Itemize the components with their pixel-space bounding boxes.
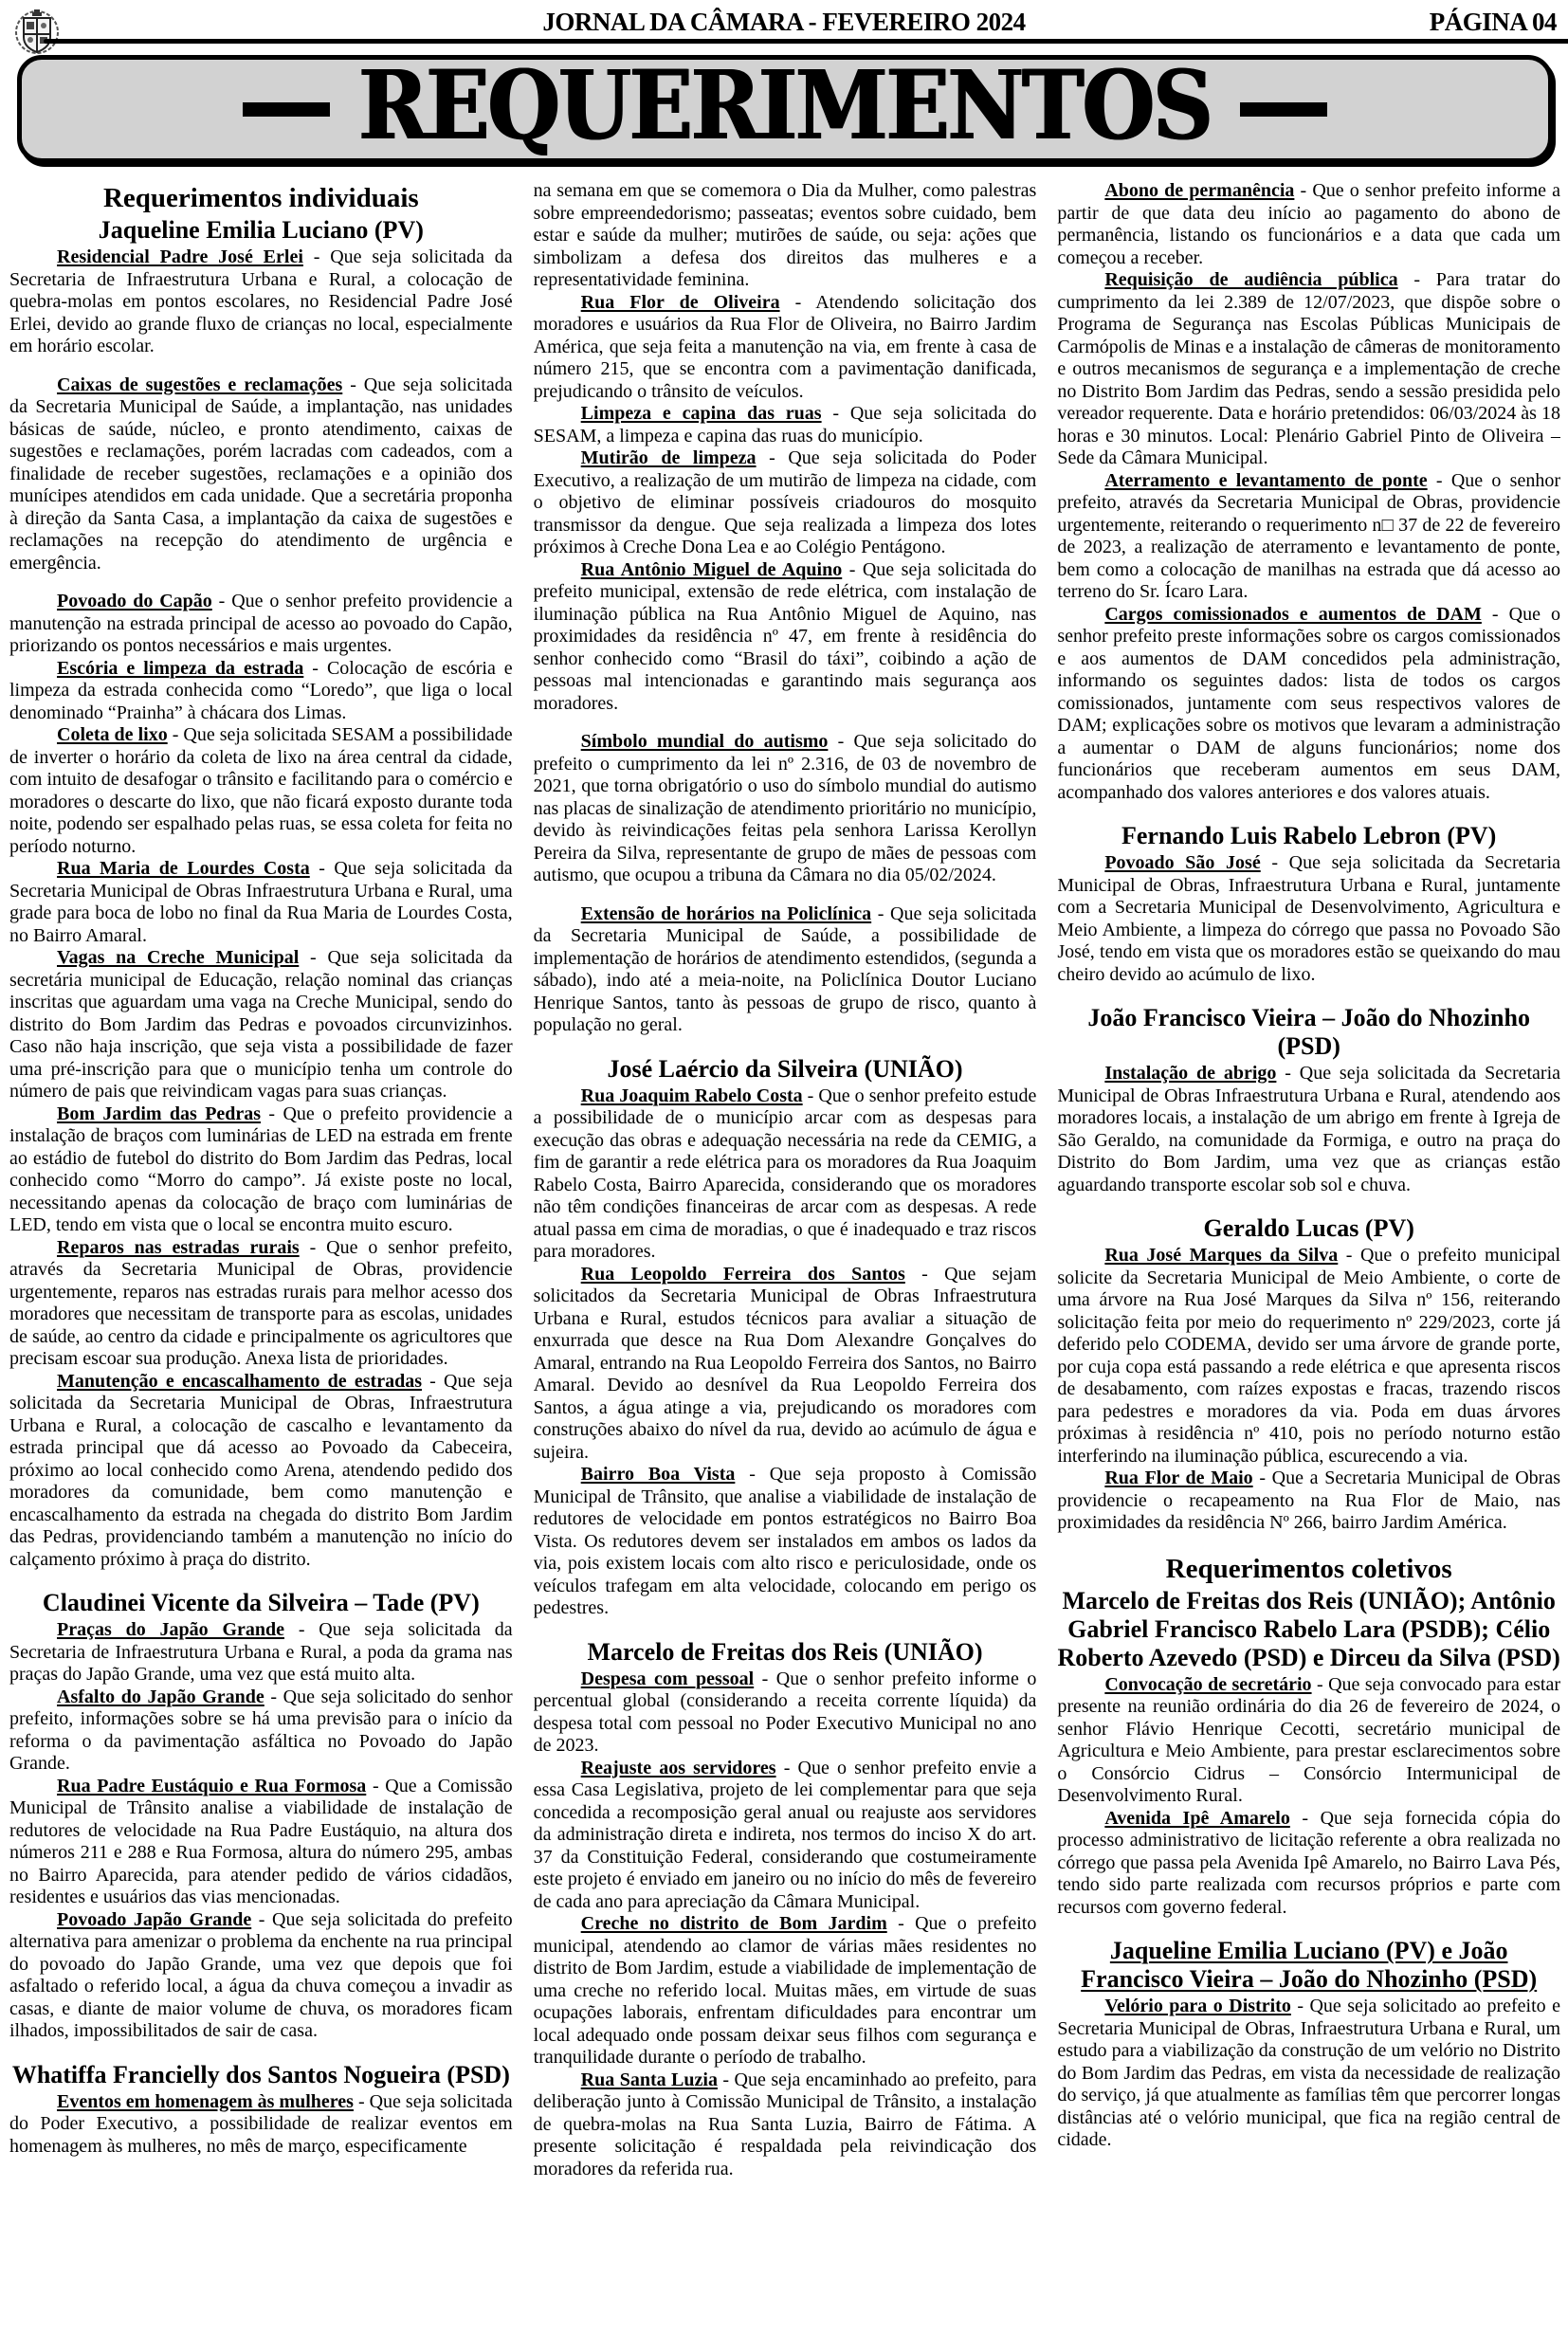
requirement-title: Símbolo mundial do autismo <box>580 731 829 752</box>
author-heading: José Laércio da Silveira (UNIÃO) <box>607 1054 963 1083</box>
banner-title: REQUERIMENTOS <box>358 48 1212 161</box>
requirement-paragraph: Reajuste aos servidores - Que o senhor prefeito envie a essa Casa Legislativa, projeto de lei complementar para que seja concedida a recomposição geral anual ou reajuste aos servidores da administração direta e indireta, nos termos do inciso X do art. 37 da Constituição Federal, considerando que costumeiramente este projeto é enviado em janeiro ou no início do mês de fevereiro de cada ano para apreciação da Câmara Municipal. <box>533 1757 1037 1912</box>
author-heading: Claudinei Vicente da Silveira – Tade (PV) <box>42 1589 480 1616</box>
requirement-paragraph: Praças do Japão Grande - Que seja solicitada da Secretaria de Infraestrutura Urbana e Rural, a poda da grama nas praças do Japão Grande, uma vez que está muito alta. <box>9 1619 513 1685</box>
page-number: PÁGINA 04 <box>1429 8 1557 36</box>
paragraph-gap <box>9 358 513 374</box>
requirement-paragraph: Rua Leopoldo Ferreira dos Santos - Que sejam solicitados da Secretaria Municipal de Obras Infraestrutura Urbana e Rural, estudos técnicos para avaliar a situação de enxurrada que desce na Rua Dom Alexandre Gonçalves do Amaral, entrando na Rua Leopoldo Ferreira dos Santos, no Bairro Amaral. Devido ao desnível da Rua Leopoldo Ferreira dos Santos, a água atinge a via, prejudicando os moradores com construções abaixo do nível da rua, devido ao acúmulo de água e sujeira. <box>533 1263 1037 1463</box>
paragraph-gap <box>1057 986 1560 1002</box>
requirement-paragraph: Instalação de abrigo - Que seja solicitada da Secretaria Municipal de Obras Infraestrutura Urbana e Rural, atendendo aos moradores locais, a instalação de um abrigo em frente à Igreja de São Geraldo, na comunidade da Formiga, e outro na praça do Distrito do Bom Jardim, uma vez que as crianças estão aguardando transporte escolar sob sol e chuva. <box>1057 1063 1560 1195</box>
paragraph-gap <box>1057 1535 1560 1551</box>
requirement-title: Cargos comissionados e aumentos de DAM <box>1104 603 1482 625</box>
author-heading: Jaqueline Emilia Luciano (PV) <box>98 216 424 244</box>
requirement-paragraph: Asfalto do Japão Grande - Que seja solicitado do senhor prefeito, informações sobre se há uma previsão para o início da reforma o da pavimentação asfáltica no Povoado do Japão Grande. <box>9 1686 513 1774</box>
requerimentos-banner <box>17 48 1553 163</box>
requirement-title: Asfalto do Japão Grande <box>57 1686 264 1707</box>
requirement-title: Extensão de horários na Policlínica <box>580 903 872 924</box>
requirement-title: Eventos em homenagem às mulheres <box>57 2090 354 2112</box>
requirement-paragraph: Símbolo mundial do autismo - Que seja solicitado do prefeito o cumprimento da lei nº 2.316, de 03 de novembro de 2021, que torna obrigatório o uso do símbolo mundial do autismo nas placas de sinalização de atendimento prioritário no município, devido às reivindicações feitas pela senhora Larissa Kerollyn Pereira da Silva, representante de grupo de mães de pessoas com autismo, que ocupou a tribuna da Câmara no dia 05/02/2024. <box>533 731 1037 885</box>
author-heading: Geraldo Lucas (PV) <box>1203 1214 1414 1242</box>
requirement-paragraph: Caixas de sugestões e reclamações - Que seja solicitada da Secretaria Municipal de Saúde, a implantação, nas unidades básicas de saúde, núcleo, e pronto atendimento, caixas de sugestões e reclamações, porém lacradas com cadeados, com a finalidade de receber sugestões, reclamações e a opinião dos munícipes atendidos em cada unidade. Que a secretária proponha à direção da Santa Casa, a implantação da caixa de sugestões e reclamações na recepção do atendimento de urgência e emergência. <box>9 374 513 574</box>
newspaper-title: JORNAL DA CÂMARA - FEVEREIRO 2024 <box>542 8 1026 36</box>
paragraph-gap <box>534 1037 1037 1053</box>
requirement-paragraph: Povoado do Capão - Que o senhor prefeito providencie a manutenção na estrada principal de acesso ao povoado do Capão, priorizando os pontos necessários e mais urgentes. <box>9 591 513 656</box>
author-heading: Jaqueline Emilia Luciano (PV) e João Francisco Vieira – João do Nhozinho (PSD) <box>1081 1937 1538 1993</box>
banner-dash-right-icon <box>1240 102 1327 117</box>
paragraph-gap <box>9 2043 513 2059</box>
requirement-paragraph: Bom Jardim das Pedras - Que o prefeito providencie a instalação de braços com luminárias de LED na estrada em frente ao estádio de futebol do distrito do Bom Jardim das Pedras, local conhecido como “Morro do campo”. Já existe poste no local, necessitando apenas da colocação de braço com luminárias de LED, tendo em vista que o local se encontra muito escuro. <box>9 1103 513 1235</box>
requirement-title: Instalação de abrigo <box>1104 1063 1277 1084</box>
requirement-paragraph: Limpeza e capina das ruas - Que seja solicitada do SESAM, a limpeza e capina das ruas do município. <box>533 403 1037 447</box>
requirement-title: Reparos nas estradas rurais <box>57 1236 300 1258</box>
requirement-title: Rua Joaquim Rabelo Costa <box>580 1085 803 1106</box>
requirement-paragraph: Povoado Japão Grande - Que seja solicitada do prefeito alternativa para amenizar o problema da enchente na rua principal do povoado do Japão Grande, uma vez que depois que foi asfaltado o referido local, a água da chuva começou a invadir as casas, e diante de maior volume de chuva, os moradores ficam ilhados, impossibilitados de sair de casa. <box>9 1908 513 2041</box>
author-heading: Whatiffa Francielly dos Santos Nogueira (PSD) <box>11 2060 510 2088</box>
paragraph-gap <box>534 887 1037 903</box>
requirement-title: Povoado São José <box>1104 852 1261 873</box>
requirement-title: Coleta de lixo <box>57 724 168 745</box>
requirement-title: Praças do Japão Grande <box>57 1619 284 1640</box>
requirement-title: Povoado Japão Grande <box>57 1908 252 1930</box>
section-heading: Requerimentos coletivos <box>1165 1553 1452 1584</box>
requirement-paragraph: Aterramento e levantamento de ponte - Que o senhor prefeito, através da Secretaria Municipal de Obras, providencie urgentemente, reiterando o requerimento n□ 37 de 22 de fevereiro de 2023, a realização de aterramento e levantamento de ponte, bem como a colocação de manilhas na estrada que dá acesso ao terreno do Sr. Ícaro Lara. <box>1057 469 1560 602</box>
section-heading: Requerimentos individuais <box>102 183 419 213</box>
requirement-paragraph: Rua Joaquim Rabelo Costa - Que o senhor prefeito estude a possibilidade de o município arcar com as despesas para execução das obras e adequação necessária na rede da CEMIG, a fim de garantir a rede elétrica para os moradores da Rua Joaquim Rabelo Costa, Bairro Aparecida, considerando que os moradores não têm condições financeiras de arcar com as despesas. A rede atual passa em cima de moradias, o que é inadequado e traz riscos para moradores. <box>533 1085 1037 1262</box>
paragraph-gap <box>9 574 513 591</box>
requirement-title: Aterramento e levantamento de ponte <box>1104 469 1428 491</box>
column-3 <box>1057 180 1560 2348</box>
requirement-paragraph: Residencial Padre José Erlei - Que seja solicitada da Secretaria de Infraestrutura Urbana e Rural, a colocação de quebra-molas em pontos escolares, no Residencial Padre José Erlei, devido ao grande fluxo de crianças no local, especialmente em horário escolar. <box>9 246 513 356</box>
requirement-title: Caixas de sugestões e reclamações <box>57 374 343 395</box>
requirement-paragraph: Povoado São José - Que seja solicitada da Secretaria Municipal de Obras, Infraestrutura Urbana e Rural, juntamente com a Secretaria Municipal de Desenvolvimento, Agricultura e Meio Ambiente, a limpeza do córrego que passa no Povoado São José, tendo em vista que os moradores estão se queixando do mau cheiro devido ao acúmulo de lixo. <box>1057 852 1560 985</box>
requirement-title: Despesa com pessoal <box>580 1668 755 1689</box>
requirement-title: Rua Santa Luzia <box>580 2069 718 2090</box>
requirement-title: Rua Maria de Lourdes Costa <box>57 858 310 879</box>
requirement-paragraph: Rua Padre Eustáquio e Rua Formosa - Que a Comissão Municipal de Trânsito analise a viabilidade de instalação de redutores de velocidade na Rua Padre Eustáquio, na altura dos números 211 e 288 e Rua Formosa, altura do número 295, ambas no Bairro Aparecida, para atender pedido de vários cidadãos, residentes e usuários das vias mencionadas. <box>9 1775 513 1907</box>
column-1 <box>9 180 513 2348</box>
banner-dash-left-icon <box>243 102 330 117</box>
requirement-title: Rua Leopoldo Ferreira dos Santos <box>580 1263 905 1285</box>
requirement-paragraph: Extensão de horários na Policlínica - Que seja solicitada da Secretaria Municipal de Saúde, a possibilidade de implementação de horários de atendimento estendidos, (segunda a sábado), indo até a meia-noite, na Policlínica Doutor Luciano Henrique Santos, tanto às pessoas de grupo de risco, quanto à população no geral. <box>533 903 1037 1035</box>
requirement-title: Reajuste aos servidores <box>580 1757 776 1778</box>
requirement-title: Abono de permanência <box>1104 180 1295 201</box>
column-2 <box>534 180 1037 2348</box>
requirement-paragraph: Vagas na Creche Municipal - Que seja solicitada da secretária municipal de Educação, relação nominal das crianças inscritas que aguardam uma vaga na Creche Municipal, sendo do distrito do Bom Jardim das Pedras e povoados circunvizinhos. Caso não haja inscrição, que seja vista a possibilidade de fazer uma pré-inscrição para que o município tenha um controle do número de pais que reivindicam vagas para suas crianças. <box>9 947 513 1102</box>
requirement-paragraph: Rua Flor de Maio - Que a Secretaria Municipal de Obras providencie o recapeamento na Rua Flor de Maio, nas proximidades da residência Nº 266, bairro Jardim América. <box>1057 1468 1560 1533</box>
requirement-paragraph: Avenida Ipê Amarelo - Que seja fornecida cópia do processo administrativo de licitação referente a obra realizada no córrego que passa pela Avenida Ipê Amarelo, no Bairro Lava Pés, tendo sido parte realizada com recursos próprios e parte com recursos com governo federal. <box>1057 1807 1560 1918</box>
requirement-title: Velório para o Distrito <box>1104 1996 1291 2016</box>
author-heading: João Francisco Vieira – João do Nhozinho (PSD) <box>1087 1004 1530 1060</box>
paragraph-gap <box>534 715 1037 731</box>
paragraph-gap <box>9 1571 513 1587</box>
paragraph-gap <box>1057 1196 1560 1212</box>
requirement-title: Creche no distrito de Bom Jardim <box>580 1913 887 1934</box>
requirement-paragraph: Convocação de secretário - Que seja convocado para estar presente na reunião ordinária do dia 26 de fevereiro de 2024, o senhor Flávio Henrique Cecotti, secretário municipal de Agricultura e Meio Ambiente, para prestar esclarecimentos sobre o Consórcio Cidrus – Consórcio Intermunicipal de Desenvolvimento Rural. <box>1057 1673 1560 1806</box>
requirement-paragraph: Rua Maria de Lourdes Costa - Que seja solicitada da Secretaria Municipal de Obras Infraestrutura Urbana e Rural, uma grade para boca de lobo no final da Rua Maria de Lourdes Costa, no Bairro Amaral. <box>9 858 513 946</box>
requirement-title: Rua Padre Eustáquio e Rua Formosa <box>57 1775 367 1796</box>
requirement-paragraph: Velório para o Distrito - Que seja solicitado ao prefeito e Secretaria Municipal de Obras, Infraestrutura Urbana e Rural, um estudo para a viabilização da construção de um velório no Distrito do Bom Jardim das Pedras, em vista da necessidade de realização do serviço, já que atualmente as famílias têm que percorrer longas distâncias até o velório municipal, que fica na região central de cidade. <box>1057 1996 1560 2150</box>
requirement-title: Rua José Marques da Silva <box>1104 1245 1339 1266</box>
page-header <box>0 0 1568 55</box>
requirement-paragraph: na semana em que se comemora o Dia da Mulher, como palestras sobre empreendedorismo; passeatas; eventos sobre cuidado, bem estar e saúde da mulher; mutirões de saúde, ou seja: ações que simbolizam a defesa dos direitos das mulheres e a representatividade feminina. <box>533 180 1037 290</box>
header-rule <box>44 39 1568 44</box>
requirement-paragraph: Mutirão de limpeza - Que seja solicitada do Poder Executivo, a realização de um mutirão de limpeza na cidade, com o objetivo de eliminar possíveis criadouros do mosquito transmissor da dengue. Que seja realizada a limpeza dos lotes próximos à Creche Dona Lea e ao Colégio Pentágono. <box>533 447 1037 557</box>
requirement-paragraph: Reparos nas estradas rurais - Que o senhor prefeito, através da Secretaria Municipal de Obras, providencie urgentemente, reparos nas estradas rurais para melhor acesso dos moradores que necessitam de transporte para as escolas, unidades de saúde, ao centro da cidade e principalmente os agricultores que precisam escoar sua produção. Anexa lista de prioridades. <box>9 1236 513 1369</box>
author-heading: Marcelo de Freitas dos Reis (UNIÃO) <box>587 1637 983 1666</box>
requirement-paragraph: Creche no distrito de Bom Jardim - Que o prefeito municipal, atendendo ao clamor de várias mães residentes no distrito de Bom Jardim, estude a viabilidade de implementação de uma creche no referido local. Muitas mães, em virtude de suas ocupações laborais, enfrentam dificuldades para encontrar um local adequado onde possam deixar seus filhos com segurança e tranquilidade durante o período de trabalho. <box>533 1913 1037 2068</box>
article-columns <box>9 180 1560 2348</box>
requirement-title: Bairro Boa Vista <box>580 1464 736 1485</box>
requirement-paragraph: Requisição de audiência pública - Para tratar do cumprimento da lei 2.389 de 12/07/2023, que dispõe sobre o Programa de Segurança nas Escolas Públicas Municipais de Carmópolis de Minas e a instalação de câmeras de monitoramento e outros mecanismos de segurança e a implementação de creche no Distrito Bom Jardim das Pedras, sendo a sessão presidida pelo vereador requerente. Data e horário pretendidos: 06/03/2024 às 18 horas e 30 minutos. Local: Plenário Gabriel Pinto de Oliveira – Sede da Câmara Municipal. <box>1057 269 1560 468</box>
paragraph-gap <box>1057 1919 1560 1935</box>
requirement-paragraph: Cargos comissionados e aumentos de DAM - Que o senhor prefeito preste informações sobre os cargos comissionados e aos aumentos de DAM concedidos pela administração, informando os seguintes dados: lista de todos os cargos comissionados, juntamente com seus respectivos valores de DAM; explicações sobre os motivos que levaram a administração a aumentar o DAM de alguns funcionários; nome dos funcionários que receberam aumentos em seus DAM, acompanhado dos valores anteriores e dos valores atuais. <box>1057 603 1560 803</box>
requirement-paragraph: Rua Flor de Oliveira - Atendendo solicitação dos moradores e usuários da Rua Flor de Oliveira, no Bairro Jardim América, que seja feita a manutenção na via, em frente à casa de número 215, que se encontra com a pavimentação danificada, prejudicando o trânsito de veículos. <box>533 291 1037 402</box>
requirement-paragraph: Rua Santa Luzia - Que seja encaminhado ao prefeito, para deliberação junto à Comissão Municipal de Trânsito, a instalação de quebra-molas na Rua Santa Luzia, Bairro de Fátima. A presente solicitação é respaldada pela reivindicação dos moradores da referida rua. <box>533 2069 1037 2179</box>
requirement-title: Manutenção e encascalhamento de estradas <box>57 1370 422 1392</box>
requirement-title: Bom Jardim das Pedras <box>57 1103 262 1124</box>
requirement-paragraph: Rua José Marques da Silva - Que o prefeito municipal solicite da Secretaria Municipal de Meio Ambiente, o corte de uma árvore na Rua José Marques da Silva nº 156, reiterando solicitação feita por meio do requerimento nº 229/2023, corte já deferido pelo CODEMA, devido ser uma árvore de grande porte, por cuja copa está passando a rede elétrica e que apresenta riscos de desabamento, com raízes expostas e fracas, trazendo riscos para pedestres e moradores da via. Poda em duas árvores próximas à residência nº 410, pois no período noturno estão interferindo na iluminação pública, escurecendo a via. <box>1057 1245 1560 1467</box>
requirement-title: Residencial Padre José Erlei <box>57 246 303 267</box>
requirement-title: Rua Flor de Maio <box>1104 1468 1253 1488</box>
requirement-title: Requisição de audiência pública <box>1104 269 1398 290</box>
requirement-title: Avenida Ipê Amarelo <box>1104 1807 1290 1829</box>
requirement-paragraph: Manutenção e encascalhamento de estradas - Que seja solicitada da Secretaria Municipal de Obras, Infraestrutura Urbana e Rural, a colocação de cascalho e levantamento da estrada principal que dá acesso ao Povoado da Cabeceira, próximo ao local conhecido como Arena, atendendo pedido dos moradores da comunidade, bem como manutenção e encascalhamento da estrada na chegada do distrito Bom Jardim das Pedras, providenciando também a manutenção no início do calçamento próximo à praça do distrito. <box>9 1370 513 1570</box>
requirement-title: Escória e limpeza da estrada <box>57 657 304 679</box>
requirement-paragraph: Bairro Boa Vista - Que seja proposto à Comissão Municipal de Trânsito, que analise a viabilidade de instalação de redutores de velocidade em pontos estratégicos no Bairro Boa Vista. Os redutores devem ser instalados em ambos os lados da via, pois existem locais com alto risco e periculosidade, onde os veículos trafegam em alta velocidade, colocando em perigo os pedestres. <box>533 1464 1037 1618</box>
requirement-paragraph: Escória e limpeza da estrada - Colocação de escória e limpeza da estrada conhecida como “Loredo”, que liga o local denominado “Prainha” à chácara dos Limas. <box>9 657 513 723</box>
requirement-title: Rua Antônio Miguel de Aquino <box>580 558 843 580</box>
requirement-title: Mutirão de limpeza <box>580 447 757 468</box>
paragraph-gap <box>534 1620 1037 1636</box>
requirement-title: Rua Flor de Oliveira <box>580 291 780 313</box>
author-heading: Marcelo de Freitas dos Reis (UNIÃO); Antônio Gabriel Francisco Rabelo Lara (PSDB); Célio Roberto Azevedo (PSD) e Dirceu da Silva (PSD) <box>1057 1586 1560 1671</box>
requirement-paragraph: Abono de permanência - Que o senhor prefeito informe a partir de que data deu início ao pagamento do abono de permanência, listando os funcionários e a data que cada um começou a receber. <box>1057 180 1560 268</box>
requirement-title: Vagas na Creche Municipal <box>57 947 300 968</box>
requirement-paragraph: Despesa com pessoal - Que o senhor prefeito informe o percentual global (considerando a receita corrente líquida) da despesa total com pessoal no Poder Executivo Municipal no ano de 2023. <box>533 1668 1037 1756</box>
paragraph-gap <box>1057 804 1560 820</box>
requirement-paragraph: Rua Antônio Miguel de Aquino - Que seja solicitada do prefeito municipal, extensão de rede elétrica, com instalação de iluminação pública na Rua Antônio Miguel de Aquino, nas proximidades da residência nº 47, em frente à residência do senhor conhecido como “Brasil do táxi”, coibindo a ação de pessoas mal intencionadas e garantindo mais segurança aos moradores. <box>533 558 1037 714</box>
requirement-paragraph: Eventos em homenagem às mulheres - Que seja solicitada do Poder Executivo, a possibilidade de realizar eventos em homenagem às mulheres, no mês de março, especificamente <box>9 2090 513 2157</box>
requirement-title: Limpeza e capina das ruas <box>580 403 822 424</box>
requirement-paragraph: Coleta de lixo - Que seja solicitada SESAM a possibilidade de inverter o horário da coleta de lixo na área central da cidade, com intuito de desafogar o trânsito e facilitando para o comércio e moradores o descarte do lixo, que não ficará exposto durante toda noite, podendo ser espalhado pelas ruas, se essa coleta for feita no período noturno. <box>9 724 513 857</box>
requirement-title: Povoado do Capão <box>57 591 212 611</box>
requirement-title: Convocação de secretário <box>1104 1673 1312 1695</box>
author-heading: Fernando Luis Rabelo Lebron (PV) <box>1121 822 1497 849</box>
